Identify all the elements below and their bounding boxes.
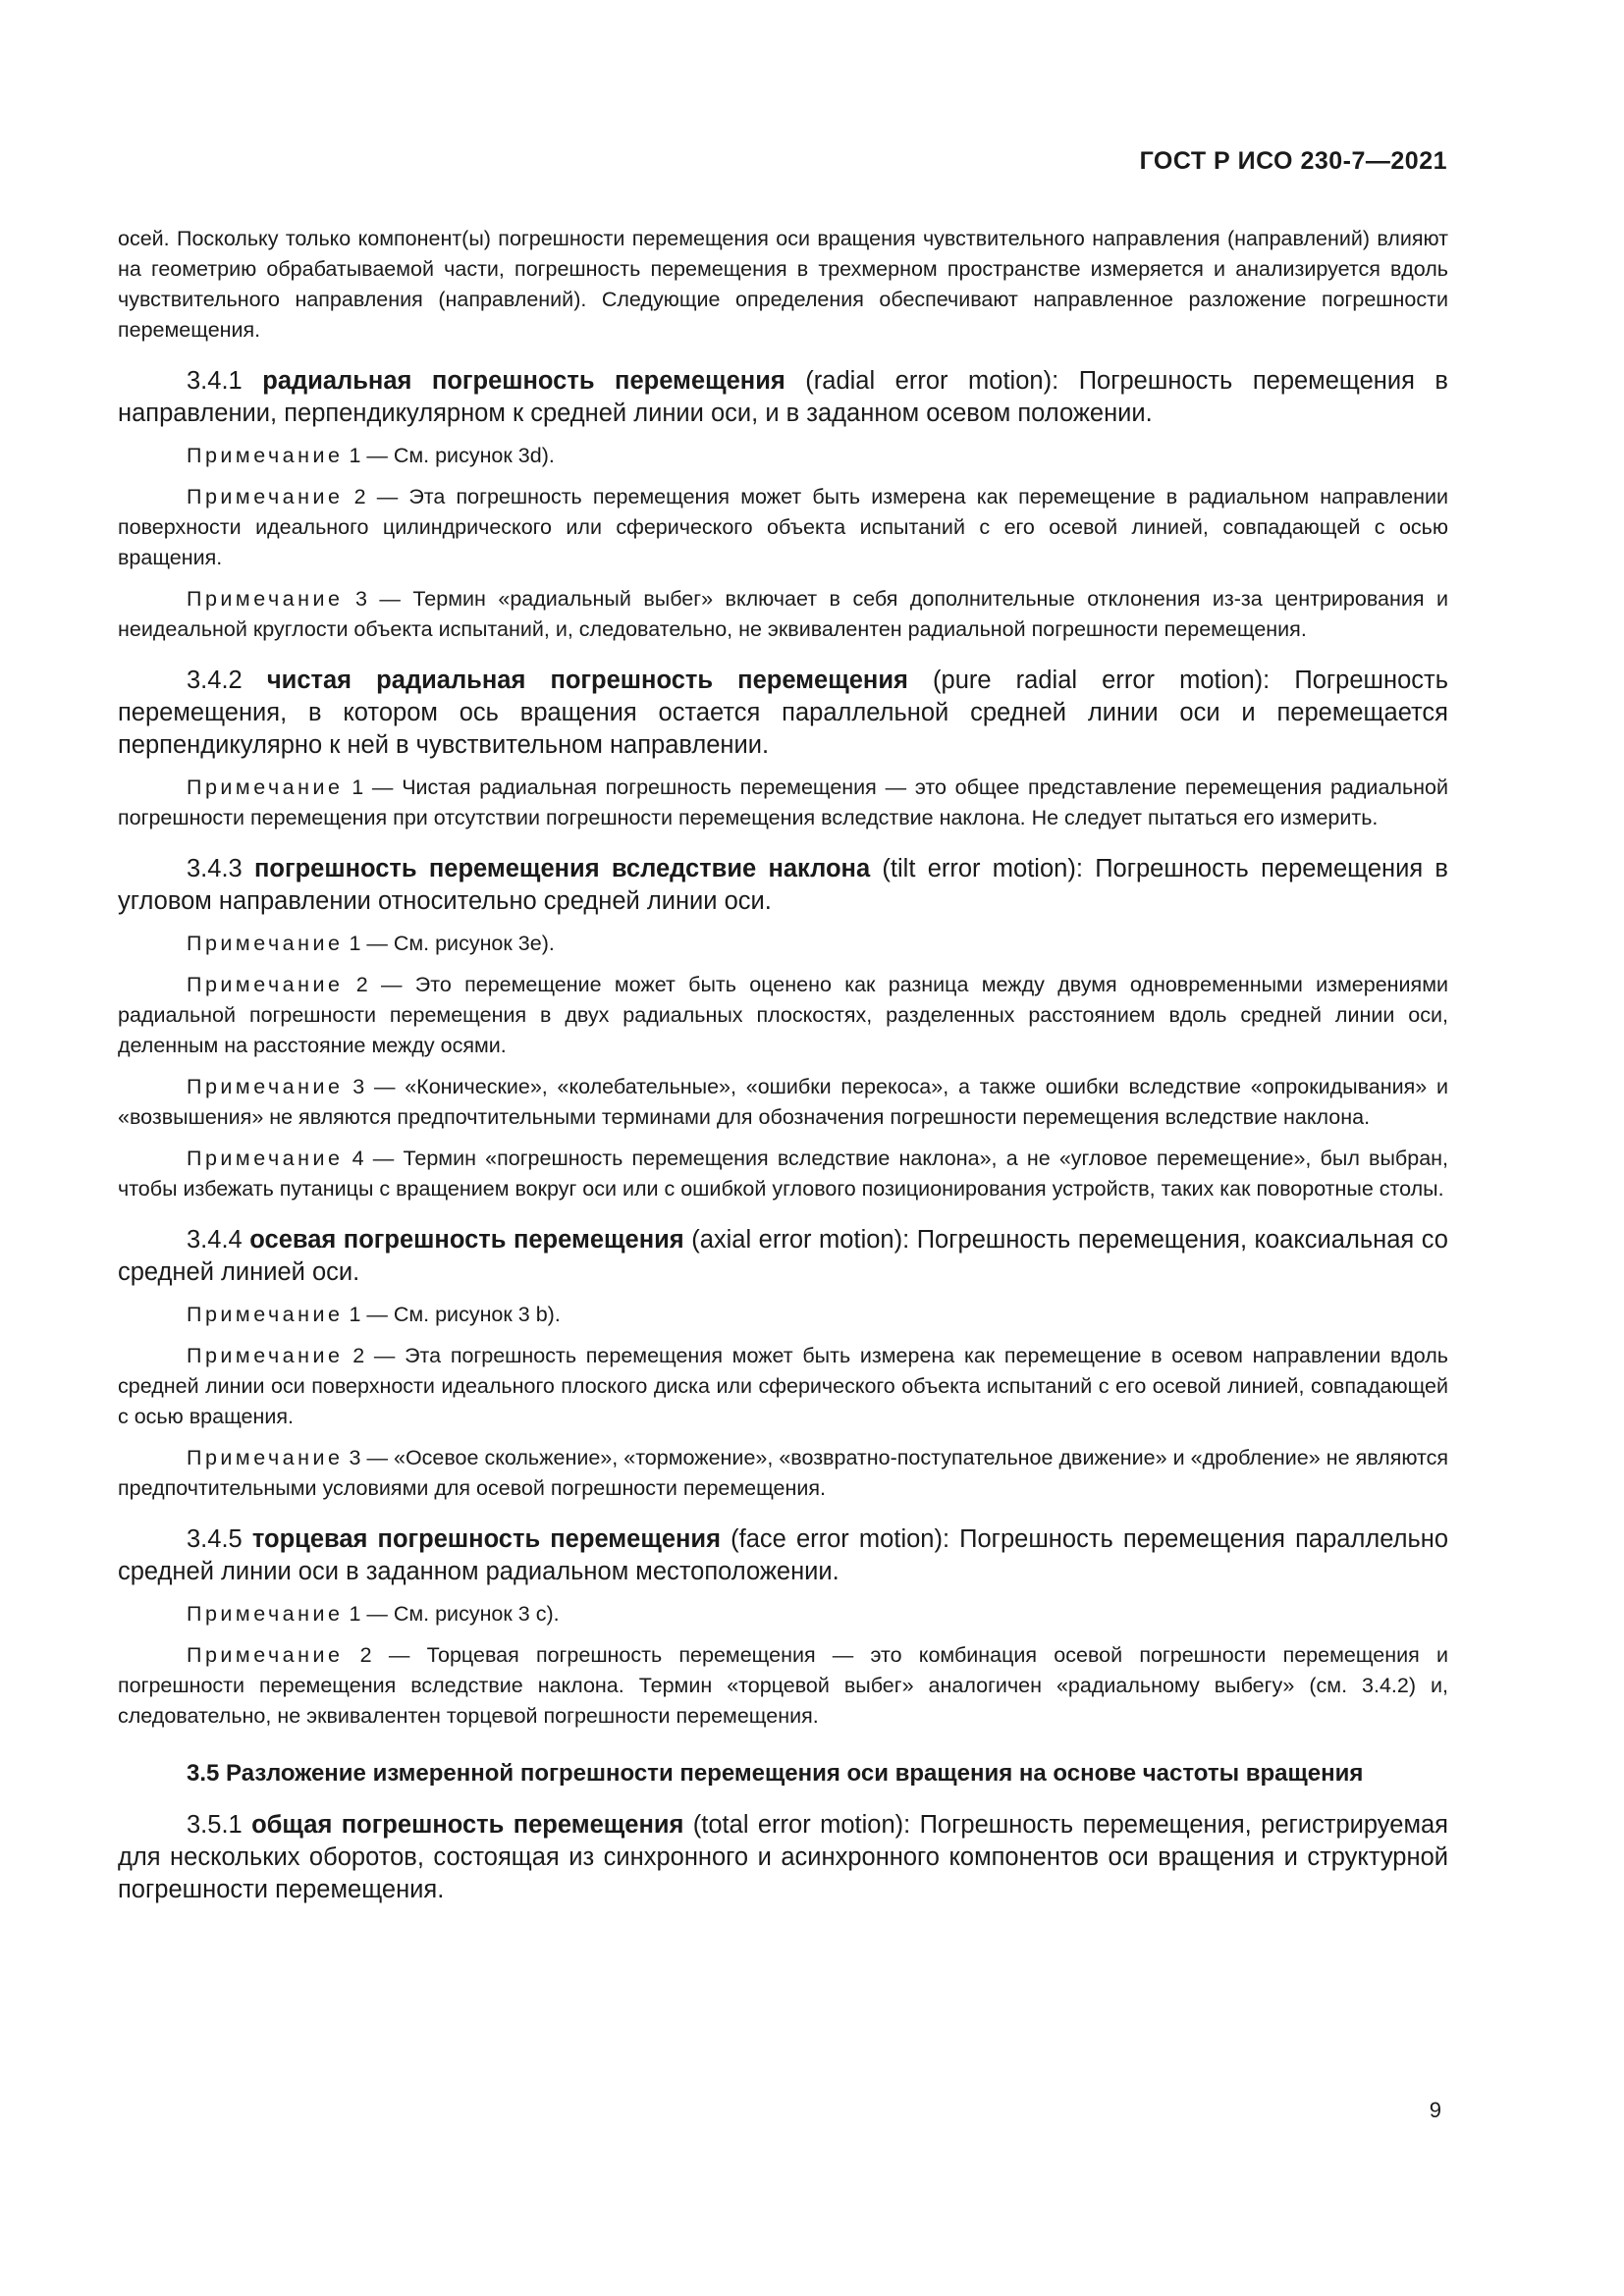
term-definition: (face error motion): Погрешность перемещения параллельно средней линии оси в заданном радиальном местоположении. xyxy=(118,1525,1448,1585)
page-content xyxy=(118,224,1448,1906)
term-title: погрешность перемещения вследствие наклона xyxy=(254,855,871,882)
term-3-4-2 xyxy=(118,665,1448,762)
term-3-4-1 xyxy=(118,365,1448,430)
term-number: 3.4.4 xyxy=(187,1226,243,1254)
note-text: 2 — Торцевая погрешность перемещения — это комбинация осевой погрешности перемещения и погрешности перемещения вследствие наклона. Термин «торцевой выбег» аналогичен «радиальному выбегу» (см. 3.4.2) и, следовательно, не эквивалентен торцевой погрешности перемещения. xyxy=(118,1643,1448,1728)
note-text: 1 — См. рисунок 3d). xyxy=(349,444,555,467)
note xyxy=(118,441,1448,471)
term-title: торцевая погрешность перемещения xyxy=(251,1525,721,1553)
term-definition: (total error motion): Погрешность перемещения, регистрируемая для нескольких оборотов, состоящая из синхронного и асинхронного компонентов оси вращения и структурной погрешности перемещения. xyxy=(118,1811,1448,1903)
note-text: 2 — Эта погрешность перемещения может быть измерена как перемещение в радиальном направлении поверхности идеального цилиндрического или сферического объекта испытаний с его осевой линией, совпадающей с осью вращения. xyxy=(118,485,1448,569)
note-text: 1 — Чистая радиальная погрешность перемещения — это общее представление перемещения радиальной погрешности перемещения при отсутствии погрешности перемещения вследствие наклона. Не следует пытаться его измерить. xyxy=(118,775,1448,829)
term-3-4-5 xyxy=(118,1523,1448,1588)
term-definition: (pure radial error motion): Погрешность перемещения, в котором ось вращения остается параллельной средней линии оси и перемещается перпендикулярно к ней в чувствительном направлении. xyxy=(118,667,1448,759)
page-number: 9 xyxy=(1429,2098,1441,2122)
note-label: Примечание xyxy=(187,973,344,996)
term-title: радиальная погрешность перемещения xyxy=(262,367,785,395)
note-label: Примечание xyxy=(187,444,344,467)
term-title: осевая погрешность перемещения xyxy=(249,1226,684,1254)
term-definition: (axial error motion): Погрешность перемещения, коаксиальная со средней линией оси. xyxy=(118,1226,1448,1286)
note xyxy=(118,1640,1448,1732)
note xyxy=(118,1072,1448,1133)
note-label: Примечание xyxy=(187,587,344,611)
note xyxy=(118,1144,1448,1204)
term-number: 3.5.1 xyxy=(187,1811,243,1839)
term-number: 3.4.1 xyxy=(187,367,243,395)
note-label: Примечание xyxy=(187,1075,344,1098)
document-header: ГОСТ Р ИСО 230-7—2021 xyxy=(1139,147,1447,175)
note xyxy=(118,482,1448,573)
note xyxy=(118,1300,1448,1330)
note xyxy=(118,929,1448,959)
note-text: 3 — Термин «радиальный выбег» включает в себя дополнительные отклонения из-за центрирования и неидеальной круглости объекта испытаний, и, следовательно, не эквивалентен радиальной погрешности перемещения. xyxy=(118,587,1448,641)
note-text: 1 — См. рисунок 3 b). xyxy=(349,1303,561,1326)
term-title: чистая радиальная погрешность перемещения xyxy=(266,667,908,694)
term-3-4-4 xyxy=(118,1224,1448,1289)
term-definition: (tilt error motion): Погрешность перемещения в угловом направлении относительно средней линии оси. xyxy=(118,855,1448,915)
term-definition: (radial error motion): Погрешность перемещения в направлении, перпендикулярном к средней линии оси, и в заданном осевом положении. xyxy=(118,367,1448,427)
note-label: Примечание xyxy=(187,775,344,799)
term-number: 3.4.2 xyxy=(187,667,243,694)
section-heading: 3.5 Разложение измеренной погрешности перемещения оси вращения на основе частоты вращения xyxy=(187,1760,1364,1787)
note-label: Примечание xyxy=(187,1303,344,1326)
note-label: Примечание xyxy=(187,1602,344,1626)
note xyxy=(118,1599,1448,1629)
term-title: общая погрешность перемещения xyxy=(251,1811,684,1839)
note-text: 1 — См. рисунок 3 с). xyxy=(349,1602,560,1626)
note-text: 2 — Эта погрешность перемещения может быть измерена как перемещение в осевом направлении вдоль средней линии оси поверхности идеального плоского диска или сферического объекта испытаний с его осевой линией, совпадающей с осью вращения. xyxy=(118,1344,1448,1428)
note xyxy=(118,1443,1448,1504)
note-label: Примечание xyxy=(187,1344,344,1367)
note-label: Примечание xyxy=(187,485,344,508)
term-3-4-3 xyxy=(118,853,1448,918)
intro-paragraph: осей. Поскольку только компонент(ы) погрешности перемещения оси вращения чувствительного направления (направлений) влияют на геометрию обрабатываемой части, погрешность перемещения в трехмерном пространстве измеряется и анализируется вдоль чувствительного направления (направлений). Следующие определения обеспечивают направленное разложение погрешности перемещения. xyxy=(118,227,1448,342)
note xyxy=(118,584,1448,645)
note xyxy=(118,1341,1448,1432)
note-text: 1 — См. рисунок 3e). xyxy=(349,932,555,955)
note xyxy=(118,970,1448,1061)
term-3-5-1 xyxy=(118,1809,1448,1906)
note-text: 3 — «Осевое скольжение», «торможение», «возвратно-поступательное движение» и «дробление» не являются предпочтительными условиями для осевой погрешности перемещения. xyxy=(118,1446,1448,1500)
note-text: 2 — Это перемещение может быть оценено как разница между двумя одновременными измерениями радиальной погрешности перемещения в двух радиальных плоскостях, разделенных расстоянием вдоль средней линии оси, деленным на расстояние между осями. xyxy=(118,973,1448,1057)
term-number: 3.4.3 xyxy=(187,855,243,882)
note-label: Примечание xyxy=(187,1643,344,1667)
note-label: Примечание xyxy=(187,932,344,955)
note-label: Примечание xyxy=(187,1446,344,1469)
note-label: Примечание xyxy=(187,1147,344,1170)
note-text: 3 — «Конические», «колебательные», «ошибки перекоса», а также ошибки вследствие «опрокидывания» и «возвышения» не являются предпочтительными терминами для обозначения погрешности перемещения вследствие наклона. xyxy=(118,1075,1449,1129)
note xyxy=(118,773,1448,833)
term-number: 3.4.5 xyxy=(187,1525,243,1553)
note-text: 4 — Термин «погрешность перемещения вследствие наклона», а не «угловое перемещение», был выбран, чтобы избежать путаницы с вращением вокруг оси или с ошибкой углового позиционирования устройств, таких как поворотные столы. xyxy=(118,1147,1448,1201)
